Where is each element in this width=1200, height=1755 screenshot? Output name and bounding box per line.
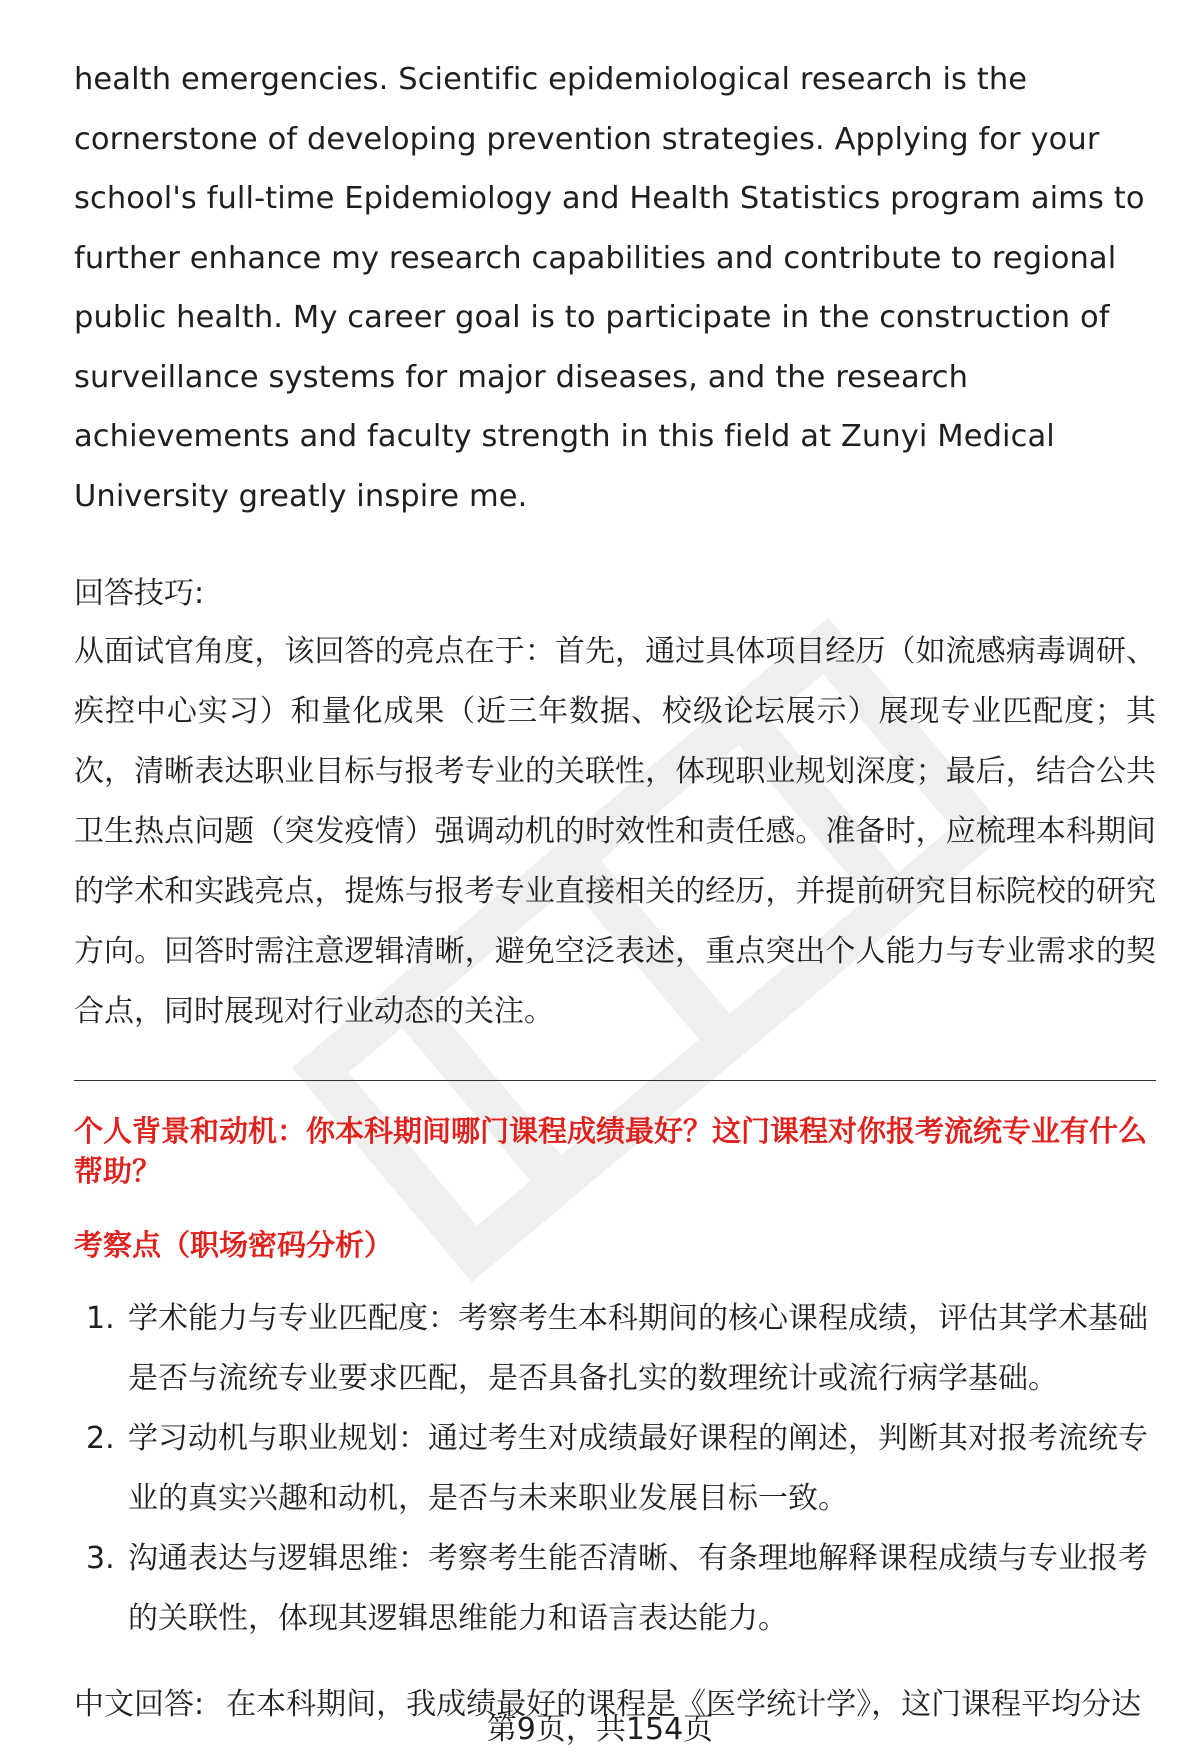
focus-heading: 考察点（职场密码分析） <box>74 1228 394 1262</box>
list-item-text: 沟通表达与逻辑思维：考察考生能否清晰、有条理地解释课程成绩与专业报考的关联性，体现其逻辑思维能力和语言表达能力。 <box>128 1541 1148 1636</box>
list-item-text: 学术能力与专业匹配度：考察考生本科期间的核心课程成绩，评估其学术基础是否与流统专业要求匹配，是否具备扎实的数理统计或流行病学基础。 <box>128 1301 1148 1396</box>
answer-text: 在本科期间，我成绩最好的课程是《医学统计学》，这门课程平均分达 <box>226 1687 1142 1722</box>
list-item <box>74 1529 1156 1649</box>
document-page <box>74 50 1156 1725</box>
section-divider <box>74 1080 1156 1081</box>
focus-points-list <box>74 1289 1156 1649</box>
list-item <box>74 1289 1156 1409</box>
tips-label: 回答技巧: <box>74 576 205 611</box>
list-item-number: 1. <box>86 1301 115 1336</box>
intro-paragraph: health emergencies. Scientific epidemiological research is the cornerstone of developing prevention strategies. Applying for your school's full-time Epidemiology and Health Statistics program aims to further enhance my research capabilities and contribute to regional public health. My career goal is to participate in the construction of surveillance systems for major diseases, and the research achievements and faculty strength in this field at Zunyi Medical University greatly inspire me. <box>74 62 1145 514</box>
list-item <box>74 1409 1156 1529</box>
tips-body: 从面试官角度，该回答的亮点在于：首先，通过具体项目经历（如流感病毒调研、疾控中心实习）和量化成果（近三年数据、校级论坛展示）展现专业匹配度；其次，清晰表达职业目标与报考专业的关联性，体现职业规划深度；最后，结合公共卫生热点问题（突发疫情）强调动机的时效性和责任感。准备时，应梳理本科期间的学术和实践亮点，提炼与报考专业直接相关的经历，并提前研究目标院校的研究方向。回答时需注意逻辑清晰，避免空泛表述，重点突出个人能力与专业需求的契合点，同时展现对行业动态的关注。 <box>74 634 1156 1029</box>
question-heading: 个人背景和动机：你本科期间哪门课程成绩最好？这门课程对你报考流统专业有什么帮助？ <box>74 1114 1148 1188</box>
list-item-number: 2. <box>86 1421 115 1456</box>
answer-label: 中文回答: <box>74 1687 205 1722</box>
list-item-text: 学习动机与职业规划：通过考生对成绩最好课程的阐述，判断其对报考流统专业的真实兴趣和动机，是否与未来职业发展目标一致。 <box>128 1421 1148 1516</box>
page-number-footer: 第9页，共154页 <box>486 1712 714 1747</box>
list-item-number: 3. <box>86 1541 115 1576</box>
